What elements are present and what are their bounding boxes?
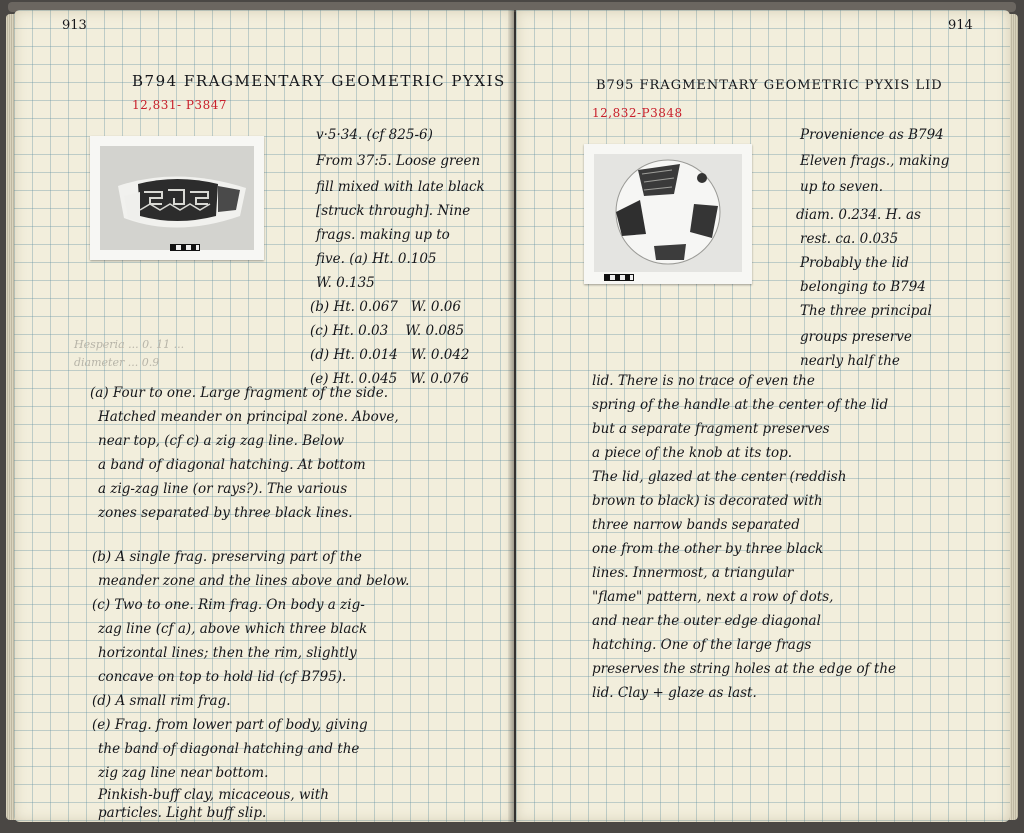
left-body-line: near top, (cf c) a zig zag line. Below [98, 433, 345, 449]
left-body-line: Hatched meander on principal zone. Above, [98, 409, 399, 425]
right-side-note-line: groups preserve [800, 329, 912, 345]
photo-scale-bar [604, 274, 634, 281]
right-side-note-line: The three principal [800, 303, 932, 319]
left-faint-note: Hesperia ... 0. 11 ... [74, 338, 185, 351]
right-body-line: The lid, glazed at the center (reddish [592, 469, 847, 485]
left-page-title: B794 FRAGMENTARY GEOMETRIC PYXIS [132, 72, 506, 90]
left-body-line: (c) Two to one. Rim frag. On body a zig- [92, 597, 365, 613]
right-body-line: brown to black) is decorated with [592, 493, 823, 509]
left-page [14, 10, 514, 822]
right-body-line: but a separate fragment preserves [592, 421, 830, 437]
left-measure-line: (d) Ht. 0.014 W. 0.042 [310, 347, 470, 363]
left-body-line: (e) Frag. from lower part of body, giving [92, 717, 368, 733]
left-body-line: particles. Light buff slip. [98, 805, 267, 821]
left-top-note-line: five. (a) Ht. 0.105 [316, 251, 437, 267]
photo-scale-bar [170, 244, 200, 251]
left-top-note-line: From 37:5. Loose green [316, 153, 481, 169]
right-body-line: preserves the string holes at the edge of the [592, 661, 897, 677]
left-top-note-line: frags. making up to [316, 227, 450, 243]
left-measure-line: (e) Ht. 0.045 W. 0.076 [310, 371, 469, 387]
left-body-line: the band of diagonal hatching and the [98, 741, 360, 757]
right-side-note-line: belonging to B794 [800, 279, 926, 295]
left-top-note-line: v·5·34. (cf 825-6) [316, 127, 433, 143]
right-side-note-line: up to seven. [800, 179, 883, 195]
left-body-line: meander zone and the lines above and below. [98, 573, 410, 589]
left-body-line: (a) Four to one. Large fragment of the side. [90, 385, 389, 401]
left-body-line: horizontal lines; then the rim, slightly [98, 645, 357, 661]
right-page-title: B795 FRAGMENTARY GEOMETRIC PYXIS LID [596, 78, 943, 93]
left-measure-line: (c) Ht. 0.03 W. 0.085 [310, 323, 465, 339]
right-body-line: three narrow bands separated [592, 517, 800, 533]
right-body-line: a piece of the knob at its top. [592, 445, 793, 461]
right-side-note-line: Provenience as B794 [800, 127, 944, 143]
left-body-line: a zig-zag line (or rays?). The various [98, 481, 348, 497]
left-body-line: zag line (cf a), above which three black [98, 621, 368, 637]
right-body-line: one from the other by three black [592, 541, 824, 557]
right-body-line: spring of the handle at the center of the lid [592, 397, 889, 413]
pyxis-fragment-icon [100, 146, 254, 250]
right-side-note-line: diam. 0.234. H. as [796, 207, 921, 223]
pyxis-fragment-photo [90, 136, 264, 260]
left-body-line: zig zag line near bottom. [98, 765, 269, 781]
pyxis-lid-photo [584, 144, 752, 284]
left-body-line: a band of diagonal hatching. At bottom [98, 457, 366, 473]
left-body-line: (b) A single frag. preserving part of the [92, 549, 362, 565]
left-body-line: zones separated by three black lines. [98, 505, 353, 521]
right-body-line: lid. Clay + glaze as last. [592, 685, 757, 701]
left-page-number: 913 [62, 18, 87, 33]
left-body-line: Pinkish-buff clay, micaceous, with [98, 787, 329, 803]
left-top-note-line: W. 0.135 [316, 275, 375, 291]
right-side-note-line: Eleven frags., making [800, 153, 950, 169]
right-side-note-line: rest. ca. 0.035 [800, 231, 899, 247]
right-body-line: lines. Innermost, a triangular [592, 565, 794, 581]
left-faint-note: diameter ... 0.9 [74, 356, 160, 369]
right-page-number: 914 [948, 18, 973, 33]
left-catalog-number: 12,831- P3847 [132, 98, 227, 112]
left-measure-line: (b) Ht. 0.067 W. 0.06 [310, 299, 461, 315]
left-top-note-line: fill mixed with late black [316, 179, 485, 195]
pyxis-lid-icon [594, 154, 742, 272]
right-page [516, 10, 1010, 822]
left-body-line: concave on top to hold lid (cf B795). [98, 669, 347, 685]
right-side-note-line: Probably the lid [800, 255, 909, 271]
right-side-note-line: nearly half the [800, 353, 900, 369]
right-body-line: hatching. One of the large frags [592, 637, 812, 653]
right-body-line: "flame" pattern, next a row of dots, [592, 589, 834, 605]
left-body-line: (d) A small rim frag. [92, 693, 231, 709]
right-catalog-number: 12,832-P3848 [592, 106, 683, 120]
right-body-line: and near the outer edge diagonal [592, 613, 821, 629]
left-top-note-line: [struck through]. Nine [316, 203, 471, 219]
right-body-line: lid. There is no trace of even the [592, 373, 815, 389]
